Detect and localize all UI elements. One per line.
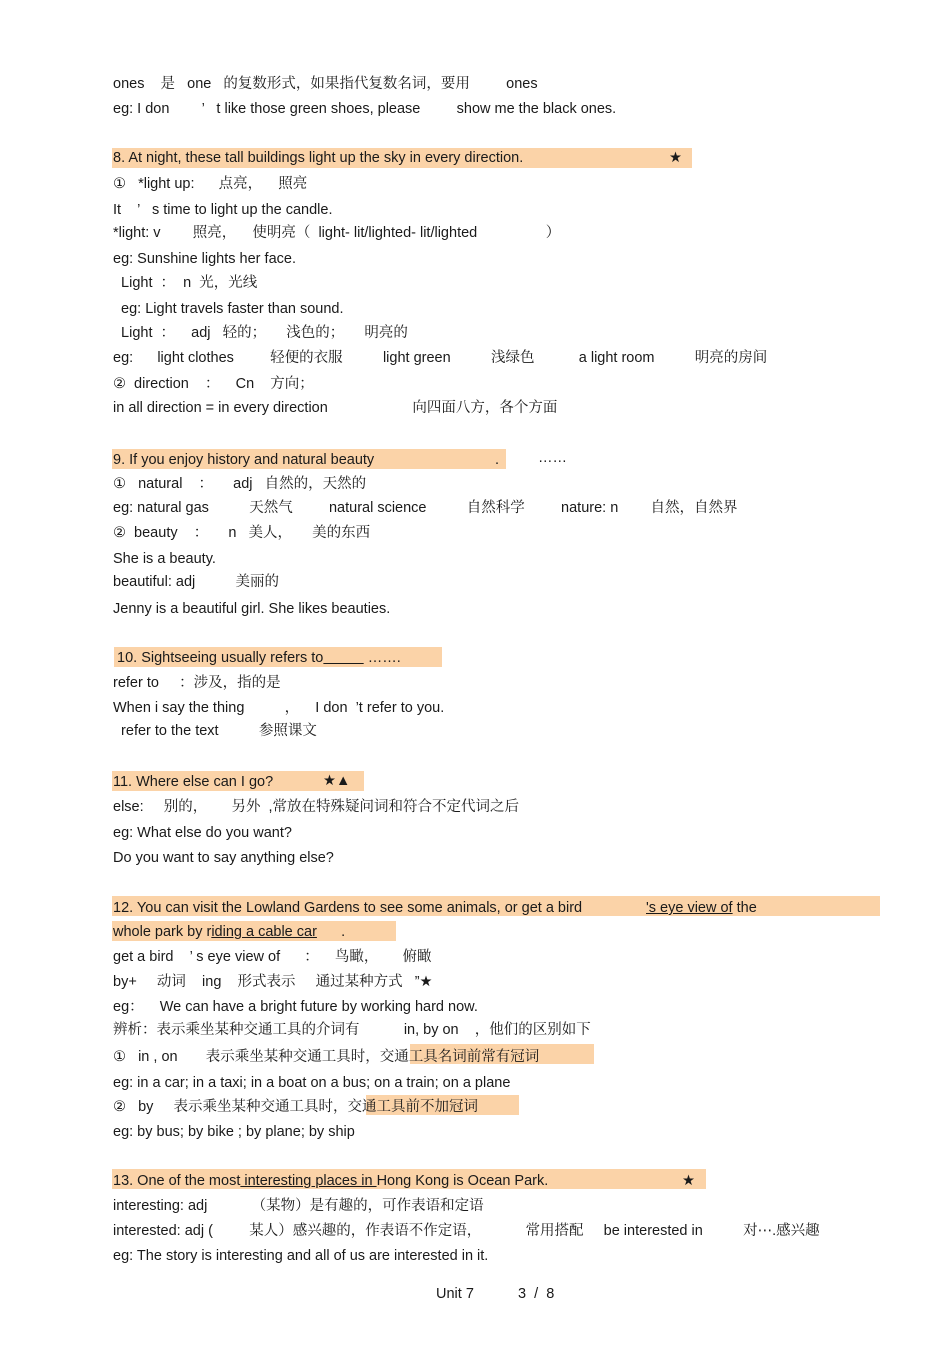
footer-page-number: 3 / 8 — [518, 1286, 555, 1302]
star-icon: ★ — [682, 1173, 695, 1189]
blank-underline — [323, 650, 363, 666]
text-line: else: 别的， 另外 ,常放在特殊疑问词和符合不定代词之后 — [113, 799, 520, 815]
underlined-phrase: 's eye view of — [646, 900, 733, 916]
section-heading-12: 12. You can visit the Lowland Gardens to see some animals, or get a bird — [113, 900, 583, 916]
text-line: Jenny is a beautiful girl. She likes beauties. — [113, 601, 391, 617]
text-line: eg: by bus; by bike ; by plane; by ship — [113, 1124, 355, 1140]
text-line: eg: light clothes 轻便的衣服 light green 浅绿色 a light room 明亮的房间 — [113, 350, 768, 366]
star-icon: ★ — [669, 150, 682, 166]
text-line: It ’ s time to light up the candle. — [113, 202, 333, 218]
text-line: ② beauty ： n 美人， 美的东西 — [113, 525, 371, 541]
text-line: by+ 动词 ing 形式表示 通过某种方式 ”★ — [113, 974, 433, 990]
text-line: eg: I don ’ t like those green shoes, please show me the black ones. — [113, 101, 617, 117]
text-line: in all direction = in every direction 向四面八方，各个方面 — [113, 400, 558, 416]
text-line: beautiful: adj 美丽的 — [113, 574, 280, 590]
text-line: ① in , on 表示乘坐某种交通工具时，交通工具名词前常有冠词 — [113, 1049, 540, 1065]
text-line: *light: v 照亮， 使明亮（ light- lit/lighted- lit/lighted ） — [113, 225, 561, 241]
text-line: Do you want to say anything else? — [113, 850, 334, 866]
heading-text: 10. Sightseeing usually refers to — [113, 650, 324, 666]
star-triangle-icon: ★▲ — [323, 773, 351, 789]
text-line: refer to ：涉及，指的是 — [113, 675, 281, 691]
section-heading-12-cont — [646, 899, 757, 917]
text-line: eg: What else do you want? — [113, 825, 292, 841]
section-heading-11: 11. Where else can I go? — [113, 774, 274, 790]
text-line: interesting: adj （某物）是有趣的，可作表语和定语 — [113, 1198, 484, 1214]
text-line: Light ： adj 轻的； 浅色的； 明亮的 — [113, 325, 408, 341]
text-line: ② direction ： Cn 方向； — [113, 376, 314, 392]
section-heading-9: 9. If you enjoy history and natural beauty . — [113, 452, 500, 468]
text-line: She is a beauty. — [113, 551, 216, 567]
text-line: eg: The story is interesting and all of us are interested in it. — [113, 1248, 489, 1264]
heading-text: whole park by r — [113, 924, 212, 940]
text-line: eg: in a car; in a taxi; in a boat on a bus; on a train; on a plane — [113, 1075, 511, 1091]
text-line: 辨析：表示乘坐某种交通工具的介词有 in, by on ，他们的区别如下 — [113, 1022, 591, 1038]
heading-end: . — [316, 924, 346, 940]
text-line: eg: Light travels faster than sound. — [113, 301, 344, 317]
text-line: When i say the thing ， I don ’t refer to you. — [113, 700, 445, 716]
text-line: interested: adj ( 某人）感兴趣的，作表语不作定语， 常用搭配 be interested in 对⋯.感兴趣 — [113, 1223, 820, 1239]
section-heading-13 — [113, 1172, 548, 1190]
underlined-phrase: iding a cable car — [211, 924, 317, 940]
heading-text: Hong Kong is Ocean Park. — [376, 1173, 549, 1189]
text-line: ① *light up: 点亮， 照亮 — [113, 176, 308, 192]
heading-text: 13. One of the most — [113, 1173, 241, 1189]
text-line: ① natural ： adj 自然的，天然的 — [113, 476, 367, 492]
text-line: ② by 表示乘坐某种交通工具时，交通工具前不加冠词 — [113, 1099, 479, 1115]
underlined-phrase: interesting places in — [240, 1173, 377, 1189]
text-line: eg： We can have a bright future by working hard now. — [113, 999, 478, 1015]
section-heading-12-line2 — [113, 923, 345, 941]
section-heading-8: 8. At night, these tall buildings light up the sky in every direction. — [113, 150, 524, 166]
heading-text: the — [732, 900, 757, 916]
text-line: eg: Sunshine lights her face. — [113, 251, 296, 267]
footer-unit: Unit 7 — [436, 1286, 474, 1302]
section-heading-10 — [113, 649, 401, 667]
text-line: get a bird ’ s eye view of ： 鸟瞰， 俯瞰 — [113, 949, 432, 965]
text-line: Light ： n 光，光线 — [113, 275, 258, 291]
text-line: eg: natural gas 天然气 natural science 自然科学 nature: n 自然，自然界 — [113, 500, 738, 516]
ellipsis: …… — [538, 450, 567, 466]
heading-ellipsis: ……. — [363, 650, 401, 666]
text-line: refer to the text 参照课文 — [113, 723, 317, 739]
text-line: ones 是 one 的复数形式，如果指代复数名词，要用 ones — [113, 76, 538, 92]
